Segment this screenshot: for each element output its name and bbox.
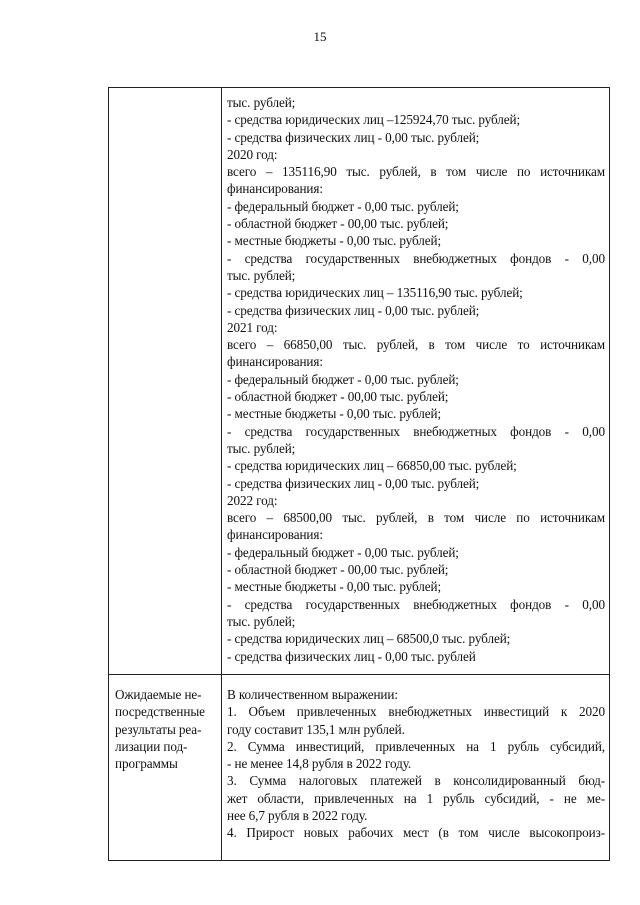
text-line: - областной бюджет - 00,00 тыс. рублей; (227, 216, 449, 232)
text-line: лизации под- (115, 738, 188, 754)
text-line: - средства юридических лиц – 68500,0 тыс. рублей; (227, 631, 511, 647)
text-line: 2021 год: (227, 319, 278, 335)
text-line: всего – 68500,00 тыс. рублей, в том числе по источникам (227, 510, 605, 526)
text-line: - средства государственных внебюджетных фондов - 0,00 (227, 596, 605, 612)
financing-content-cell (222, 88, 610, 675)
table-row (109, 675, 610, 861)
text-line: жет области, привлеченных на 1 рубль субсидий, - не ме- (227, 790, 605, 806)
text-line: - областной бюджет - 00,00 тыс. рублей; (227, 562, 449, 578)
text-line: 2. Сумма инвестиций, привлеченных на 1 рубль субсидий, (227, 738, 605, 754)
text-line: - средства государственных внебюджетных фондов - 0,00 (227, 250, 605, 266)
expected-results-label-cell (109, 675, 222, 861)
text-line: 3. Сумма налоговых платежей в консолидированный бюд- (227, 773, 605, 789)
text-line: - средства физических лиц - 0,00 тыс. рублей; (227, 302, 480, 318)
text-line: - средства юридических лиц –125924,70 тыс. рублей; (227, 112, 521, 128)
text-line: - местные бюджеты - 0,00 тыс. рублей; (227, 579, 442, 595)
row-label-cell (109, 88, 222, 675)
text-line: финансирования: (227, 354, 323, 370)
text-line: - не менее 14,8 рубля в 2022 году. (227, 756, 412, 772)
text-line: В количественном выражении: (227, 687, 398, 702)
text-line: финансирования: (227, 527, 323, 543)
text-line: - областной бюджет - 00,00 тыс. рублей; (227, 389, 449, 405)
text-line: тыс. рублей; (227, 440, 296, 456)
text-line: всего – 66850,00 тыс. рублей, в том числе то источникам (227, 337, 605, 353)
table-row (109, 88, 610, 675)
expected-results-content-cell (222, 675, 610, 861)
text-line: 1. Объем привлеченных внебюджетных инвестиций к 2020 (227, 704, 605, 720)
text-line: тыс. рублей; (227, 613, 296, 629)
text-line: - средства физических лиц - 0,00 тыс. рублей; (227, 129, 480, 145)
text-line: - местные бюджеты - 0,00 тыс. рублей; (227, 233, 442, 249)
text-line: посредственные (115, 704, 205, 720)
text-line: Ожидаемые не- (115, 687, 202, 702)
text-line: - средства юридических лиц – 135116,90 тыс. рублей; (227, 285, 523, 301)
text-line: всего – 135116,90 тыс. рублей, в том числе по источникам (227, 164, 605, 180)
page-number: 15 (313, 29, 327, 44)
text-line: году составит 135,1 млн рублей. (227, 721, 405, 737)
text-line: тыс. рублей; (227, 267, 296, 283)
text-line: 2022 год: (227, 492, 278, 508)
passport-table (108, 87, 610, 861)
text-line: финансирования: (227, 181, 323, 197)
text-line: результаты реа- (115, 721, 202, 737)
text-line: 2020 год: (227, 146, 278, 162)
text-line: тыс. рублей; (227, 95, 296, 110)
text-line: программы (115, 756, 178, 772)
text-line: - средства государственных внебюджетных фондов - 0,00 (227, 423, 605, 439)
text-line: - средства физических лиц - 0,00 тыс. рублей (227, 648, 476, 664)
text-line: - федеральный бюджет - 0,00 тыс. рублей; (227, 544, 459, 560)
text-line: - федеральный бюджет - 0,00 тыс. рублей; (227, 371, 459, 387)
text-line: 4. Прирост новых рабочих мест (в том числе высокопроиз- (227, 825, 605, 841)
text-line: - средства юридических лиц – 66850,00 тыс. рублей; (227, 458, 517, 474)
text-line: - федеральный бюджет - 0,00 тыс. рублей; (227, 198, 459, 214)
text-line: нее 6,7 рубля в 2022 году. (227, 808, 368, 824)
text-line: - местные бюджеты - 0,00 тыс. рублей; (227, 406, 442, 422)
text-line: - средства физических лиц - 0,00 тыс. рублей; (227, 475, 480, 491)
